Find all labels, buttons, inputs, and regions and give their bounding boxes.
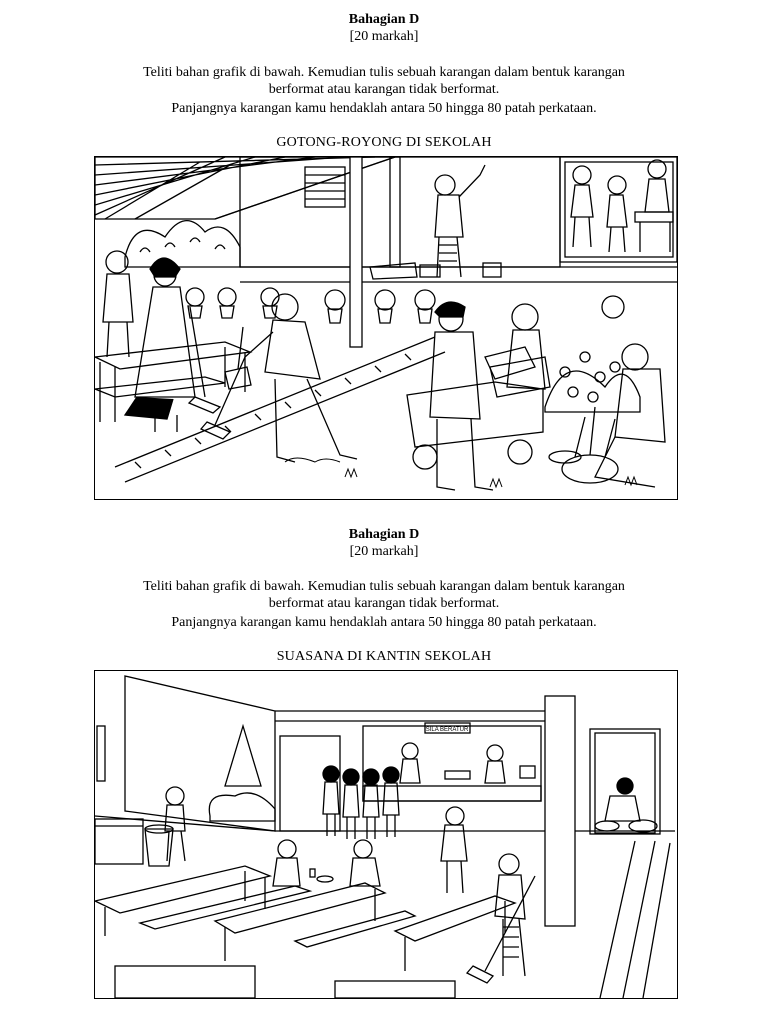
instruction-text (110, 578, 658, 612)
illustration-kantin (94, 670, 678, 999)
classroom-students-illustration (571, 160, 673, 252)
grass-illustration (345, 469, 637, 487)
doorway-illustration (280, 736, 340, 831)
flower-bed-illustration (545, 352, 640, 412)
queue-sign: SILA BERATUR (425, 727, 469, 733)
instruction-line-1: Teliti bahan grafik di bawah. Kemudian tulis sebuah karangan dalam bentuk karangan (143, 579, 625, 594)
seated-students-illustration (273, 840, 380, 886)
boy-sweeping-illustration (467, 854, 535, 983)
side-lane-illustration (600, 841, 670, 998)
flower-pots-illustration (186, 288, 435, 323)
section-marks: [20 markah] (349, 29, 419, 44)
standing-boy-illustration (441, 807, 467, 893)
girl-sweeping-illustration (125, 258, 220, 432)
illustration-gotong-royong (94, 156, 678, 500)
bush-illustration (125, 221, 240, 267)
instruction-line-1: Teliti bahan grafik di bawah. Kemudian tulis sebuah karangan dalam bentuk karangan (143, 65, 625, 80)
length-instruction: Panjangnya karangan kamu hendaklah antara 50 hingga 80 patah perkataan. (171, 101, 597, 116)
instruction-line-2: berformat atau karangan tidak berformat. (268, 82, 500, 97)
tree-illustration (209, 726, 275, 821)
kitchen-staff-illustration (595, 778, 657, 832)
canteen-tables-illustration (95, 866, 515, 998)
sink-illustration (95, 819, 143, 864)
section-marks: [20 markah] (349, 544, 419, 559)
section-heading: Bahagian D (348, 12, 420, 27)
dustpan-illustration (225, 327, 251, 389)
counter-illustration (363, 723, 541, 801)
section-heading: Bahagian D (348, 527, 420, 542)
picture-title: SUASANA DI KANTIN SEKOLAH (276, 649, 492, 664)
instruction-text (110, 64, 658, 98)
queue-students-illustration (323, 766, 399, 839)
boy-planting-illustration (549, 296, 665, 487)
instruction-line-2: berformat atau karangan tidak berformat. (268, 596, 500, 611)
picture-title: GOTONG-ROYONG DI SEKOLAH (276, 135, 492, 150)
boy-dustbin-illustration (145, 787, 185, 866)
length-instruction: Panjangnya karangan kamu hendaklah antara 50 hingga 80 patah perkataan. (171, 615, 597, 630)
